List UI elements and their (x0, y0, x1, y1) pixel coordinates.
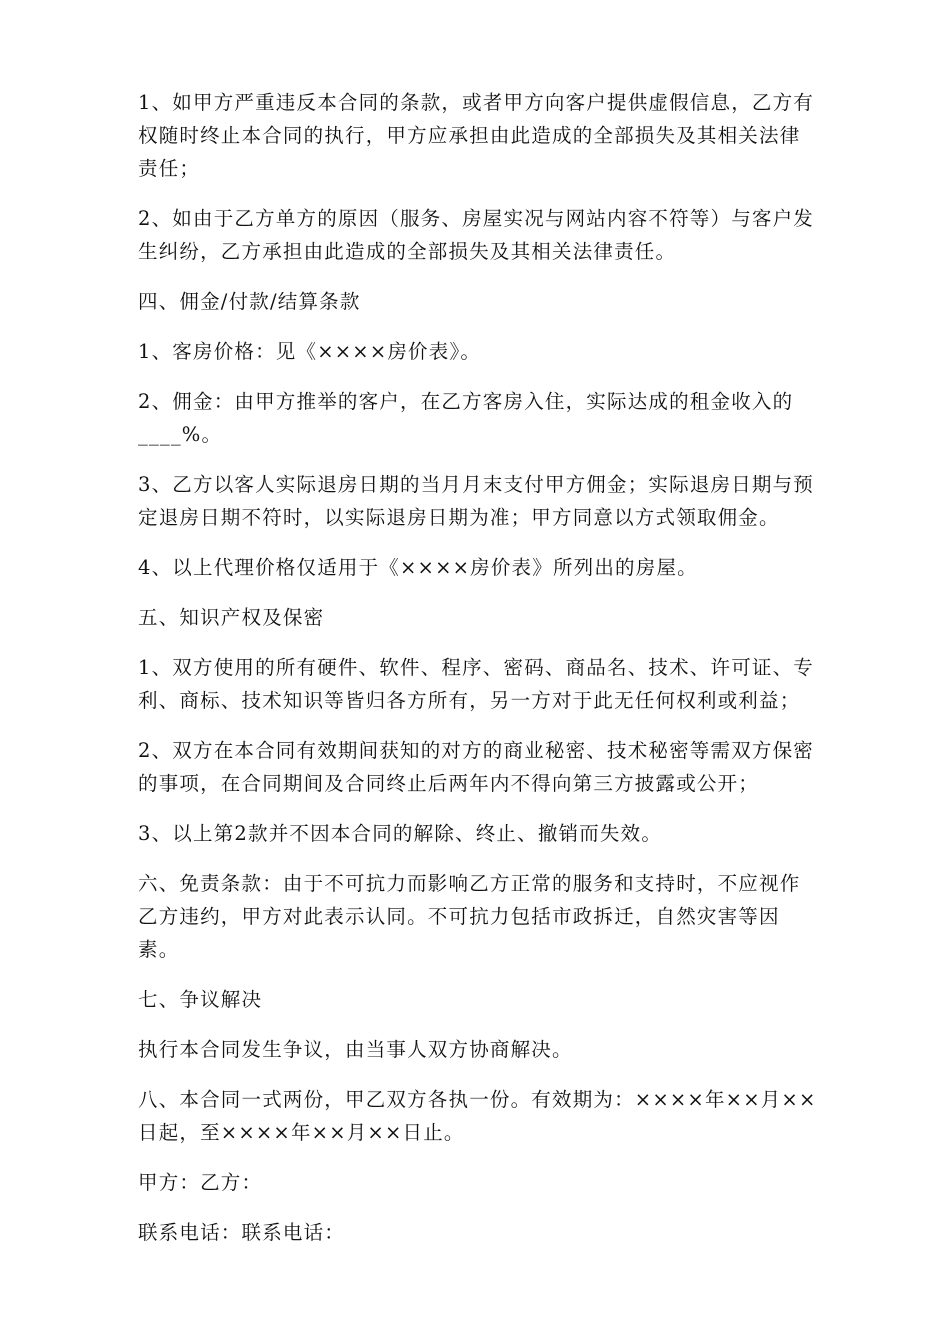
document-body (138, 86, 818, 1266)
clause-dispute-resolution: 执行本合同发生争议，由当事人双方协商解决。 (138, 1038, 573, 1061)
clause-survival: 3、以上第2款并不因本合同的解除、终止、撤销而失效。 (138, 822, 663, 845)
clause-confidentiality: 2、双方在本合同有效期间获知的对方的商业秘密、技术秘密等需双方保密的事项，在合同期间及合同终止后两年内不得向第三方披露或公开； (138, 739, 815, 795)
section-heading-ip: 五、知识产权及保密 (138, 606, 325, 629)
clause-breach-party-a: 1、如甲方严重违反本合同的条款，或者甲方向客户提供虚假信息，乙方有权随时终止本合同的执行，甲方应承担由此造成的全部损失及其相关法律责任； (138, 91, 815, 180)
section-heading-commission: 四、佣金/付款/结算条款 (138, 290, 361, 313)
signature-phones: 联系电话：联系电话： (138, 1221, 346, 1244)
signature-parties: 甲方：乙方： (138, 1171, 263, 1194)
clause-breach-party-b: 2、如由于乙方单方的原因（服务、房屋实况与网站内容不符等）与客户发生纠纷，乙方承担由此造成的全部损失及其相关法律责任。 (138, 207, 815, 263)
clause-commission-payment: 3、乙方以客人实际退房日期的当月月末支付甲方佣金；实际退房日期与预定退房日期不符时，以实际退房日期为准；甲方同意以方式领取佣金。 (138, 473, 815, 529)
clause-commission-rate: 2、佣金：由甲方推举的客户，在乙方客房入住，实际达成的租金收入的____%。 (138, 390, 794, 446)
clause-price-scope: 4、以上代理价格仅适用于《××××房价表》所列出的房屋。 (138, 556, 698, 579)
clause-force-majeure: 六、免责条款：由于不可抗力而影响乙方正常的服务和支持时，不应视作乙方违约，甲方对此表示认同。不可抗力包括市政拆迁，自然灾害等因素。 (138, 872, 801, 961)
section-heading-dispute: 七、争议解决 (138, 988, 263, 1011)
clause-room-price: 1、客房价格：见《××××房价表》。 (138, 340, 482, 363)
clause-copies-validity: 八、本合同一式两份，甲乙双方各执一份。有效期为：××××年××月××日起，至××××年××月××日止。 (138, 1088, 817, 1144)
clause-ip-ownership: 1、双方使用的所有硬件、软件、程序、密码、商品名、技术、许可证、专利、商标、技术知识等皆归各方所有，另一方对于此无任何权利或利益； (138, 656, 815, 712)
